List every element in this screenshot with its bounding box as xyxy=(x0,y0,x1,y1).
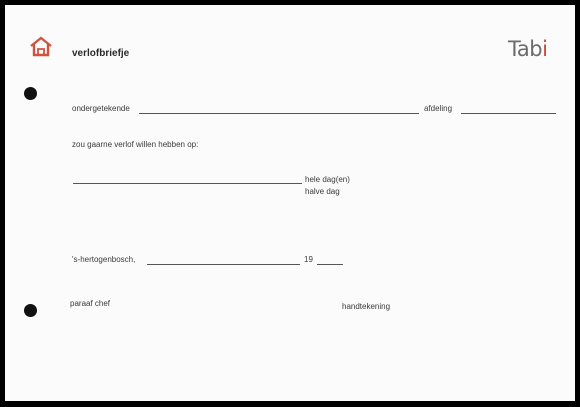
binder-hole xyxy=(24,87,37,100)
undersigned-field[interactable] xyxy=(139,113,419,114)
leave-request-label: zou gaarne verlof willen hebben op: xyxy=(72,140,199,149)
leave-date-field[interactable] xyxy=(73,183,302,184)
supervisor-initials-label: paraaf chef xyxy=(70,299,111,308)
house-icon xyxy=(29,36,53,58)
half-day-option[interactable]: halve dag xyxy=(305,187,340,196)
brand-logo: Tabi xyxy=(508,37,548,61)
form-title: verlofbriefje xyxy=(72,48,130,59)
form-sheet xyxy=(5,5,575,401)
binder-hole xyxy=(24,304,37,317)
signature-label: handtekening xyxy=(342,302,391,311)
year-field[interactable] xyxy=(317,264,343,265)
undersigned-label: ondergetekende xyxy=(72,104,130,113)
full-day-option[interactable]: hele dag(en) xyxy=(305,175,350,184)
place-label: 's-hertogenbosch, xyxy=(72,255,136,264)
department-label: afdeling xyxy=(424,104,453,113)
year-prefix: 19 xyxy=(304,255,313,264)
date-field[interactable] xyxy=(147,264,300,265)
department-field[interactable] xyxy=(461,113,556,114)
